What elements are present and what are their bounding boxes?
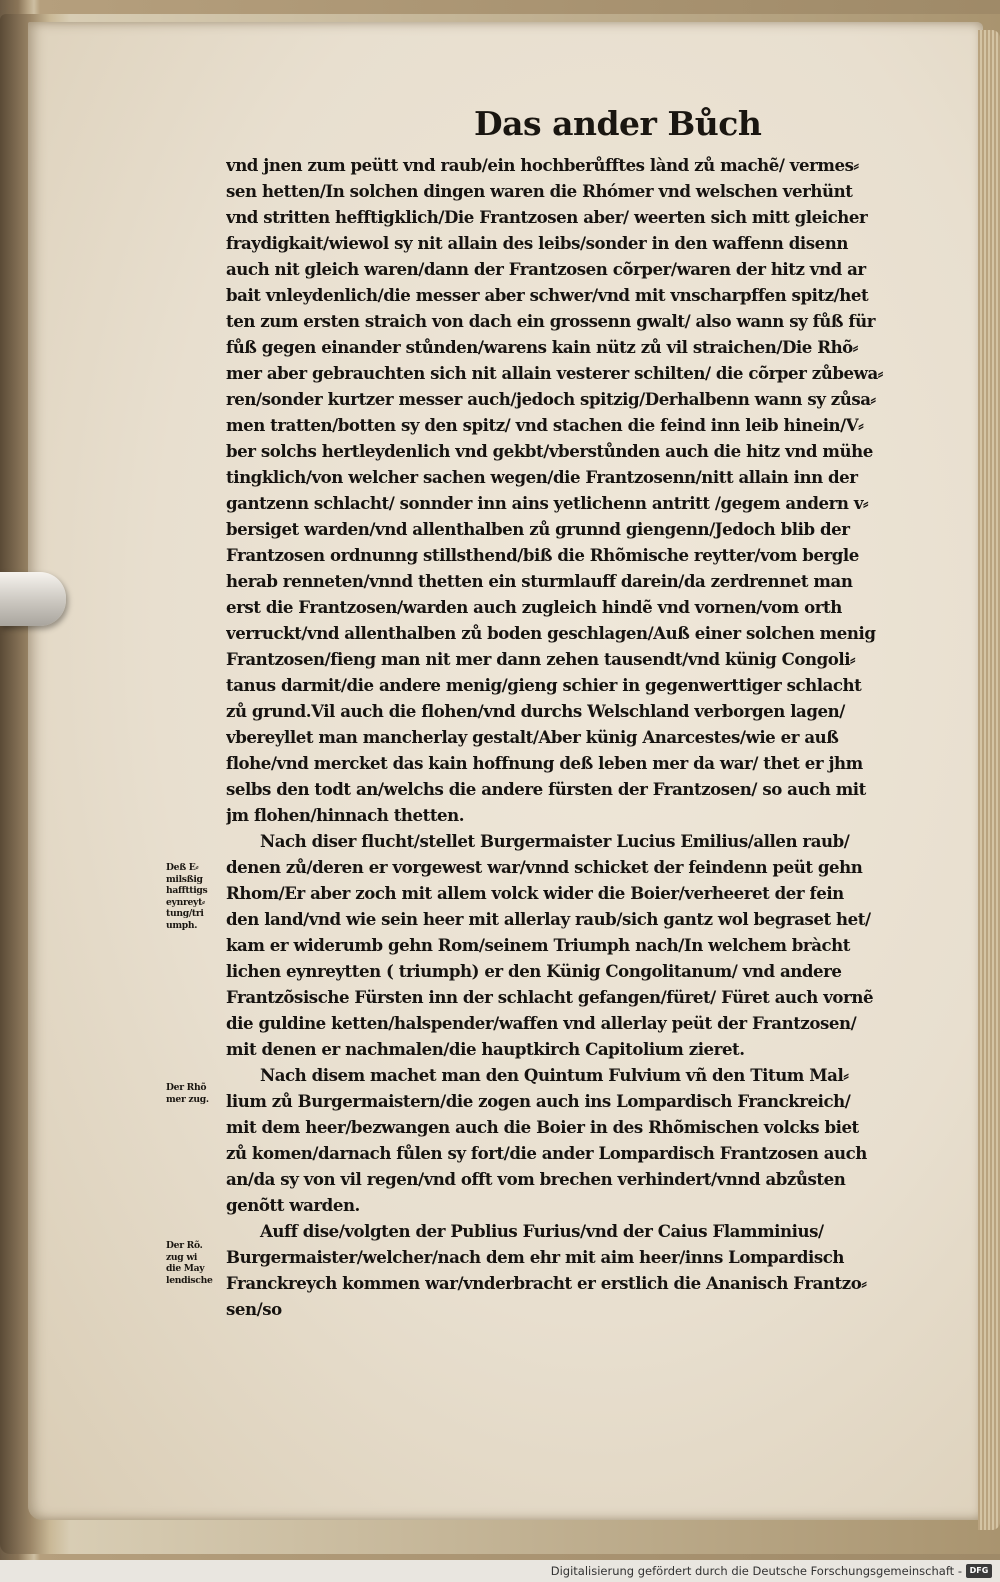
text-line: erst die Frantzosen/warden auch zugleich hindẽ vnd vornen/vom orth (226, 597, 842, 617)
text-line: ren/sonder kurtzer messer auch/jedoch spitzig/Derhalbenn wann sy zůsa⸗ (226, 389, 876, 409)
text-line: sen/so (226, 1299, 282, 1319)
text-line: genõtt warden. (226, 1195, 360, 1215)
running-header: Das ander Bůch (474, 104, 762, 143)
marginal-note-line: zug wi (166, 1251, 198, 1263)
text-line: bersiget warden/vnd allenthalben zů grunnd giengenn/Jedoch blib der (226, 519, 850, 539)
text-line: vnd stritten hefftigklich/Die Frantzosen aber/ weerten sich mitt gleicher (226, 207, 868, 227)
text-line: Franckreych kommen war/vnderbracht er erstlich die Ananisch Frantzo⸗ (226, 1273, 867, 1293)
marginal-note (166, 1240, 230, 1286)
marginal-note (166, 1082, 230, 1105)
text-line: mit denen er nachmalen/die hauptkirch Capitolium zieret. (226, 1039, 745, 1059)
text-line: Rhom/Er aber zoch mit allem volck wider die Boier/verheeret der fein (226, 883, 844, 903)
text-line: auch nit gleich waren/dann der Frantzosen cõrper/waren der hitz vnd ar (226, 259, 866, 279)
marginal-note-line: milsßig (166, 873, 203, 885)
text-line: Frantzosen/fieng man nit mer dann zehen tausendt/vnd künig Congoli⸗ (226, 649, 856, 669)
text-line: zů komen/darnach fůlen sy fort/die ander Lompardisch Frantzosen auch (226, 1143, 867, 1163)
text-line: mit dem heer/bezwangen auch die Boier in des Rhõmischen volcks biet (226, 1117, 859, 1137)
funding-credit: Digitalisierung gefördert durch die Deutsche Forschungsgemeinschaft - (550, 1564, 962, 1578)
marginal-note-line: mer zug. (166, 1093, 209, 1105)
text-line: an/da sy von vil regen/vnd offt vom brechen verhindert/vnnd abzůsten (226, 1169, 846, 1189)
marginal-note-line: eynreyt⸗ (166, 896, 205, 908)
marginal-note-line: Deß E⸗ (166, 862, 199, 873)
text-line: herab renneten/vnnd thetten ein sturmlauff darein/da zerdrennet man (226, 571, 853, 591)
text-line: fůß gegen einander stůnden/warens kain nütz zů vil straichen/Die Rhõ⸗ (226, 337, 858, 357)
text-line: Burgermaister/welcher/nach dem ehr mit aim heer/inns Lompardisch (226, 1247, 845, 1267)
marginal-note-line: Der Rhõ (166, 1082, 207, 1093)
text-line: men tratten/botten sy den spitz/ vnd stachen die feind inn leib hinein/V⸗ (226, 415, 864, 435)
text-line: ten zum ersten straich von dach ein grossenn gwalt/ also wann sy fůß für (226, 311, 875, 331)
text-line: Auff dise/volgten der Publius Furius/vnd der Caius Flamminius/ (260, 1221, 824, 1241)
marginal-note (166, 862, 230, 931)
text-line: Frantzosen ordnunng stillsthend/biß die Rhõmische reytter/vom bergle (226, 545, 859, 565)
text-line: Nach disem machet man den Quintum Fulvium vñ den Titum Mal⸗ (260, 1065, 849, 1085)
text-line: die guldine ketten/halspender/waffen vnd allerlay peüt der Frantzosen/ (226, 1013, 857, 1033)
text-line: denen zů/deren er vorgewest war/vnnd schicket der feindenn peüt gehn (226, 857, 863, 877)
text-line: jm flohen/hinnach thetten. (226, 805, 465, 825)
text-line: sen hetten/In solchen dingen waren die Rhómer vnd welschen verhünt (226, 181, 853, 201)
text-line: tanus darmit/die andere menig/gieng schier in gegenwerttiger schlacht (226, 675, 862, 695)
text-line: fraydigkait/wiewol sy nit allain des leibs/sonder in den waffenn disenn (226, 233, 848, 253)
dfg-logo: DFG (966, 1564, 992, 1578)
text-line: lichen eynreytten ( triumph) er den Künig Congolitanum/ vnd andere (226, 961, 842, 981)
text-line: tingklich/von welcher sachen wegen/die Frantzosenn/nitt allain inn der (226, 467, 858, 487)
text-line: lium zů Burgermaistern/die zogen auch ins Lompardisch Franckreich/ (226, 1091, 851, 1111)
page-fore-edge (978, 30, 1000, 1530)
marginal-note-line: Der Rõ. (166, 1240, 203, 1251)
text-line: den land/vnd wie sein heer mit allerlay raub/sich gantz wol begraset het/ (226, 909, 871, 929)
text-line: Nach diser flucht/stellet Burgermaister Lucius Emilius/allen raub/ (260, 831, 850, 851)
text-line: Frantzõsische Fürsten inn der schlacht gefangen/füret/ Füret auch vornẽ (226, 987, 874, 1007)
marginal-note-line: die May (166, 1263, 205, 1274)
text-line: verruckt/vnd allenthalben zů boden geschlagen/Auß einer solchen menig (226, 623, 876, 643)
text-line: selbs den todt an/welchs die andere fürsten der Frantzosen/ so auch mit (226, 779, 866, 799)
text-line: kam er widerumb gehn Rom/seinem Triumph nach/In welchem bràcht (226, 935, 850, 955)
text-line: mer aber gebrauchten sich nit allain vesterer schilten/ die cõrper zůbewa⸗ (226, 363, 883, 383)
text-line: ber solchs hertleydenlich vnd gekbt/vberstůnden auch die hitz vnd mühe (226, 441, 873, 461)
text-line: vbereyllet man mancherlay gestalt/Aber künig Anarcestes/wie er auß (226, 727, 839, 747)
text-line: bait vnleydenlich/die messer aber schwer/vnd mit vnscharpffen spitz/het (226, 285, 869, 305)
marginal-note-line: umph. (166, 919, 198, 931)
text-line: vnd jnen zum peütt vnd raub/ein hochberůfftes lànd zů machẽ/ vermes⸗ (226, 155, 859, 175)
body-text (226, 152, 948, 1322)
marginal-note-line: haffttigs (166, 885, 208, 896)
text-line: gantzenn schlacht/ sonnder inn ains yetlichenn antritt /gegem andern v⸗ (226, 493, 869, 513)
marginal-note-line: tung/tri (166, 908, 204, 919)
text-line: flohe/vnd mercket das kain hoffnung deß leben mer da war/ thet er jhm (226, 753, 863, 773)
bookmark-tab (0, 572, 66, 626)
marginal-note-line: lendische (166, 1274, 213, 1286)
text-line: zů grund.Vil auch die flohen/vnd durchs Welschland verborgen lagen/ (226, 701, 845, 721)
